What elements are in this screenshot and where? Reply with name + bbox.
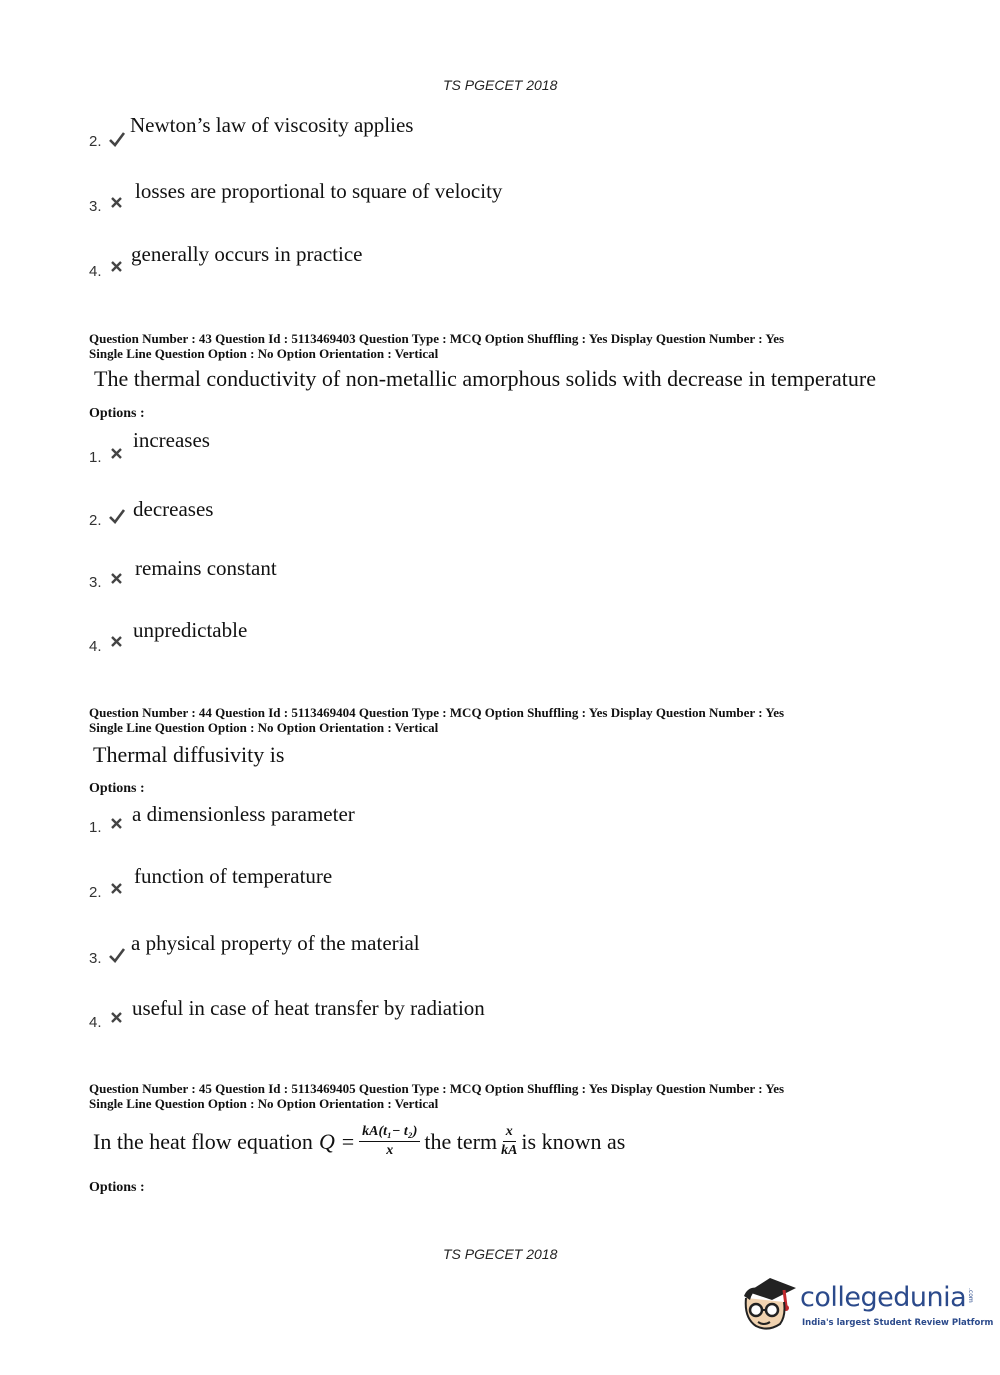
question-meta: Single Line Question Option : No Option Orientation : Vertical: [89, 720, 439, 735]
question-meta: Question Number : 43 Question Id : 5113469403 Question Type : MCQ Option Shuffling : Yes Display Question Number : Yes: [89, 331, 785, 346]
question-text-part: In the heat flow equation: [93, 1128, 313, 1154]
cross-icon: [108, 633, 126, 651]
cross-icon: [108, 445, 126, 463]
check-icon: [108, 946, 126, 964]
options-label: Options :: [89, 781, 145, 796]
option-number: 4.: [89, 1014, 102, 1031]
option-number: 3.: [89, 574, 102, 591]
fraction-numerator: x: [503, 1124, 516, 1142]
collegedunia-logo: [740, 1268, 994, 1340]
page-footer-header: TS PGECET 2018: [443, 1246, 558, 1262]
question-meta: Single Line Question Option : No Option Orientation : Vertical: [89, 346, 439, 361]
cross-icon: [108, 815, 126, 833]
option-text: generally occurs in practice: [131, 242, 363, 266]
logo-wordmark: [800, 1282, 974, 1313]
fraction-denominator: x: [386, 1143, 394, 1158]
equation-fraction: [359, 1124, 420, 1159]
options-label: Options :: [89, 1180, 145, 1195]
option-text: increases: [133, 428, 210, 452]
option-number: 2.: [89, 133, 102, 150]
logo-name: collegedunia: [800, 1282, 967, 1313]
logo-tagline: India's largest Student Review Platform: [802, 1318, 994, 1328]
mascot-icon: [740, 1272, 798, 1336]
question-meta: Question Number : 44 Question Id : 5113469404 Question Type : MCQ Option Shuffling : Yes Display Question Number : Yes: [89, 705, 785, 720]
fraction-numerator: kA(t₁− t₂): [359, 1124, 420, 1142]
equation-lhs: Q =: [318, 1128, 356, 1154]
option-number: 1.: [89, 449, 102, 466]
term-fraction: [501, 1124, 517, 1159]
option-number: 3.: [89, 198, 102, 215]
option-text: a dimensionless parameter: [132, 802, 355, 826]
fraction-denominator: kA: [501, 1143, 518, 1158]
cross-icon: [108, 570, 126, 588]
cross-icon: [108, 880, 126, 898]
logo-suffix: .com: [967, 1288, 975, 1303]
question-text-part: the term: [424, 1128, 498, 1154]
option-number: 1.: [89, 819, 102, 836]
option-number: 4.: [89, 638, 102, 655]
cross-icon: [108, 194, 126, 212]
cross-icon: [108, 1009, 126, 1027]
check-icon: [108, 130, 126, 148]
option-text: useful in case of heat transfer by radiation: [132, 996, 485, 1020]
question-meta: Single Line Question Option : No Option Orientation : Vertical: [89, 1096, 439, 1111]
option-number: 2.: [89, 884, 102, 901]
options-label: Options :: [89, 406, 145, 421]
cross-icon: [108, 258, 126, 276]
question-text: Thermal diffusivity is: [93, 742, 285, 767]
question-text: The thermal conductivity of non-metallic amorphous solids with decrease in temperature: [94, 366, 876, 391]
option-number: 2.: [89, 512, 102, 529]
check-icon: [108, 507, 126, 525]
question-text: [93, 1124, 625, 1159]
option-text: unpredictable: [133, 618, 248, 642]
option-text: a physical property of the material: [131, 931, 420, 955]
option-text: losses are proportional to square of velocity: [135, 179, 503, 203]
option-text: remains constant: [135, 556, 277, 580]
question-meta: Question Number : 45 Question Id : 5113469405 Question Type : MCQ Option Shuffling : Yes Display Question Number : Yes: [89, 1081, 785, 1096]
option-number: 4.: [89, 263, 102, 280]
option-text: function of temperature: [134, 864, 333, 888]
option-number: 3.: [89, 950, 102, 967]
page-header: TS PGECET 2018: [443, 77, 558, 93]
question-text-part: is known as: [521, 1128, 626, 1154]
option-text: decreases: [133, 497, 214, 521]
option-text: Newton’s law of viscosity applies: [130, 113, 414, 137]
